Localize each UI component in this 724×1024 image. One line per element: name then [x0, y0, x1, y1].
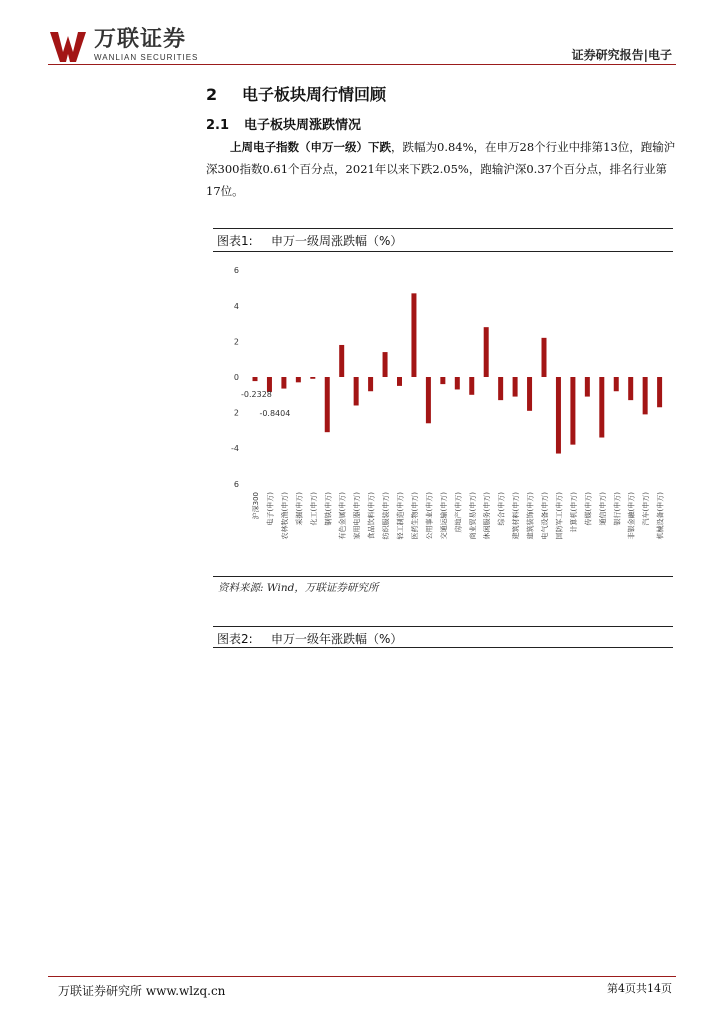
- summary-paragraph: [206, 136, 676, 202]
- x-tick-label: 家用电器(申万): [353, 492, 362, 540]
- bar: [253, 377, 258, 381]
- bar: [426, 377, 431, 423]
- bar: [354, 377, 359, 405]
- figure2-caption: [213, 626, 673, 648]
- x-tick-label: 钢铁(申万): [324, 492, 333, 526]
- x-tick-label: 电气设备(申万): [541, 492, 549, 540]
- paragraph-lead: 上周电子指数（申万一级）下跌: [230, 140, 391, 154]
- x-tick-label: 纺织服装(申万): [382, 492, 391, 540]
- page-number: 第4页共14页: [607, 982, 672, 995]
- footer-company: 万联证券研究所 www.wlzq.cn: [58, 984, 226, 998]
- data-label: -0.2328: [241, 390, 272, 400]
- bar: [440, 377, 445, 384]
- x-tick-label: 休闲服务(申万): [483, 492, 492, 540]
- header-divider: [48, 64, 676, 65]
- bar: [281, 377, 286, 389]
- x-tick-label: 化工(申万): [309, 492, 318, 526]
- figure1-title: 申万一级周涨跌幅（%）: [271, 234, 403, 248]
- paragraph-body: ，跌幅为0.84%，在申万28个行业中排第13位，跑输沪深300指数0.61个百分点，2021年以来下跌2.05%，跑输沪深0.37个百分点，排名行业第17位。: [206, 140, 676, 198]
- y-tick-label: -4: [231, 444, 239, 454]
- bar: [513, 377, 518, 397]
- bar: [325, 377, 330, 432]
- x-tick-label: 建筑装饰(申万): [526, 492, 535, 540]
- y-tick-label: 0: [233, 373, 239, 382]
- x-tick-label: 国防军工(申万): [555, 492, 564, 540]
- bar: [556, 377, 561, 454]
- subsection-heading: [206, 114, 361, 133]
- bar: [527, 377, 532, 411]
- y-tick-label: 2: [233, 337, 239, 347]
- bar: [397, 377, 402, 386]
- y-tick-label: 6: [233, 479, 239, 489]
- weekly-change-bar-chart: [213, 252, 673, 574]
- x-tick-label: 非银金融(申万): [627, 492, 636, 540]
- x-tick-label: 通信(申万): [598, 492, 607, 526]
- figure2-label: 图表2:: [217, 632, 253, 646]
- brand-logo: [48, 28, 198, 64]
- bar: [339, 345, 344, 377]
- x-tick-label: 计算机(申万): [569, 492, 578, 533]
- bar: [484, 327, 489, 377]
- bar: [455, 377, 460, 389]
- x-tick-label: 汽车(申万): [642, 492, 651, 526]
- bar: [542, 338, 547, 377]
- subsection-title: 电子板块周涨跌情况: [244, 118, 362, 133]
- wanlian-logo-icon: [48, 28, 88, 64]
- section-heading: [206, 82, 386, 105]
- footer-divider: [48, 976, 676, 977]
- x-tick-label: 综合(申万): [497, 492, 506, 526]
- x-tick-label: 医药生物(申万): [410, 492, 419, 540]
- bar: [411, 293, 416, 377]
- bar: [469, 377, 474, 395]
- x-tick-label: 商业贸易(申万): [468, 492, 477, 540]
- bar: [296, 377, 301, 382]
- bar: [585, 377, 590, 397]
- source-divider: [213, 576, 673, 577]
- figure1-caption: [213, 228, 673, 252]
- bar: [599, 377, 604, 438]
- figure-source: 资料来源: Wind，万联证券研究所: [218, 582, 379, 594]
- y-tick-label: 2: [233, 408, 239, 418]
- y-tick-label: 6: [233, 266, 239, 276]
- bar: [368, 377, 373, 391]
- data-label: -0.8404: [259, 408, 291, 418]
- x-tick-label: 沪深300: [252, 492, 260, 520]
- section-title: 电子板块周行情回顾: [242, 85, 387, 104]
- bar: [628, 377, 633, 400]
- x-tick-label: 采掘(申万): [295, 492, 304, 526]
- x-tick-label: 农林牧渔(申万): [280, 492, 289, 540]
- x-tick-label: 有色金属(申万): [338, 492, 347, 540]
- brand-name-en: WANLIAN SECURITIES: [94, 53, 199, 62]
- brand-name-cn: 万联证券: [94, 27, 187, 52]
- report-category: 证券研究报告|电子: [571, 48, 672, 62]
- x-tick-label: 交通运输(申万): [439, 492, 448, 540]
- x-tick-label: 电子(申万): [266, 492, 275, 526]
- bar: [383, 352, 388, 377]
- bar: [657, 377, 662, 407]
- x-tick-label: 轻工制造(申万): [396, 492, 405, 540]
- x-tick-label: 建筑材料(申万): [512, 492, 521, 540]
- x-tick-label: 食品饮料(申万): [367, 492, 376, 540]
- x-tick-label: 房地产(申万): [454, 492, 463, 533]
- subsection-number: 2.1: [206, 118, 230, 133]
- x-tick-label: 机械设备(申万): [656, 492, 665, 540]
- bar: [310, 377, 315, 379]
- figure2-title: 申万一级年涨跌幅（%）: [271, 632, 403, 646]
- section-number: 2: [206, 85, 218, 104]
- y-tick-label: 4: [233, 301, 239, 311]
- bar: [643, 377, 648, 414]
- x-tick-label: 公用事业(申万): [425, 492, 434, 540]
- bar: [614, 377, 619, 391]
- bar: [498, 377, 503, 400]
- x-tick-label: 银行(申万): [613, 492, 622, 526]
- figure1-label: 图表1:: [217, 234, 253, 248]
- bar: [570, 377, 575, 445]
- x-tick-label: 传媒(申万): [584, 492, 593, 526]
